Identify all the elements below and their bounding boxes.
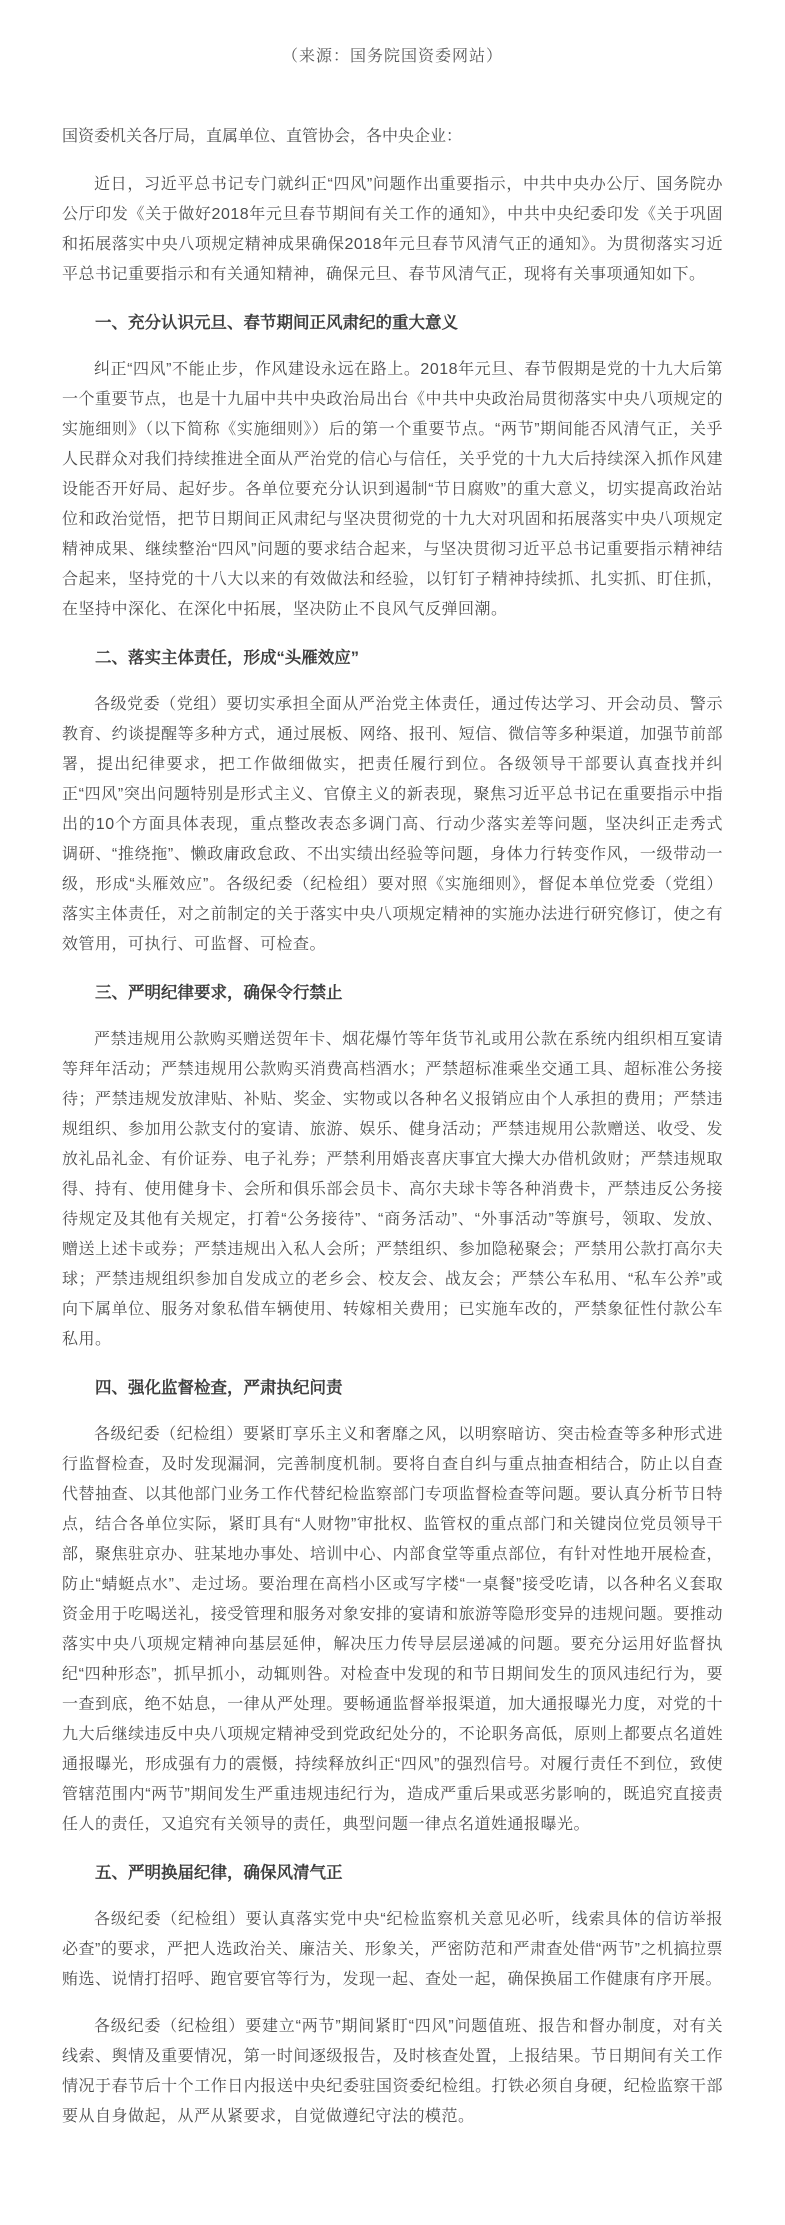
intro-paragraph: 近日，习近平总书记专门就纠正“四风”问题作出重要指示，中共中央办公厅、国务院办公厅印发《关于做好2018年元旦春节期间有关工作的通知》，中共中央纪委印发《关于巩固和拓展落实中央八项规定精神成果确保2018年元旦春节风清气正的通知》。为贯彻落实习近平总书记重要指示和有关通知精神，确保元旦、春节风清气正，现将有关事项通知如下。: [62, 176, 723, 283]
section-5-paragraph-1: 各级纪委（纪检组）要认真落实党中央“纪检监察机关意见必听，线索具体的信访举报必查”的要求，严把人选政治关、廉洁关、形象关，严密防范和严肃查处借“两节”之机搞拉票贿选、说情打招呼、跑官要官等行为，发现一起、查处一起，确保换届工作健康有序开展。: [62, 1911, 723, 1988]
section-5-paragraph-2: 各级纪委（纪检组）要建立“两节”期间紧盯“四风”问题值班、报告和督办制度，对有关线索、舆情及重要情况，第一时间逐级报告，及时核查处置，上报结果。节日期间有关工作情况于春节后十个工作日内报送中央纪委驻国资委纪检组。打铁必须自身硬，纪检监察干部要从自身做起，从严从紧要求，自觉做遵纪守法的模范。: [62, 2018, 723, 2125]
section-4-paragraph: 各级纪委（纪检组）要紧盯享乐主义和奢靡之风，以明察暗访、突击检查等多种形式进行监督检查，及时发现漏洞，完善制度机制。要将自查自纠与重点抽查相结合，防止以自查代替抽查、以其他部门业务工作代替纪检监察部门专项监督检查等问题。要认真分析节日特点，结合各单位实际，紧盯具有“人财物”审批权、监管权的重点部门和关键岗位党员领导干部，聚焦驻京办、驻某地办事处、培训中心、内部食堂等重点部位，有针对性地开展检查，防止“蜻蜓点水”、走过场。要治理在高档小区或写字楼“一桌餐”接受吃请，以各种名义套取资金用于吃喝送礼，接受管理和服务对象安排的宴请和旅游等隐形变异的违规问题。要推动落实中央八项规定精神向基层延伸，解决压力传导层层递减的问题。要充分运用好监督执纪“四种形态”，抓早抓小，动辄则咎。对检查中发现的和节日期间发生的顶风违纪行为，要一查到底，绝不姑息，一律从严处理。要畅通监督举报渠道，加大通报曝光力度，对党的十九大后继续违反中央八项规定精神受到党政纪处分的，不论职务高低，原则上都要点名道姓通报曝光，形成强有力的震慑，持续释放纠正“四风”的强烈信号。对履行责任不到位，致使管辖范围内“两节”期间发生严重违规违纪行为，造成严重后果或恶劣影响的，既追究直接责任人的责任，又追究有关领导的责任，典型问题一律点名道姓通报曝光。: [62, 1426, 723, 1833]
salutation-line: 国资委机关各厅局，直属单位、直管协会，各中央企业：: [62, 128, 463, 145]
section-3-heading: 三、严明纪律要求，确保令行禁止: [95, 984, 343, 1002]
section-3-paragraph: 严禁违规用公款购买赠送贺年卡、烟花爆竹等年货节礼或用公款在系统内组织相互宴请等拜年活动；严禁违规用公款购买消费高档酒水；严禁超标准乘坐交通工具、超标准公务接待；严禁违规发放津贴、补贴、奖金、实物或以各种名义报销应由个人承担的费用；严禁违规组织、参加用公款支付的宴请、旅游、娱乐、健身活动；严禁违规用公款赠送、收受、发放礼品礼金、有价证券、电子礼券；严禁利用婚丧喜庆事宜大操大办借机敛财；严禁违规取得、持有、使用健身卡、会所和俱乐部会员卡、高尔夫球卡等各种消费卡，严禁违反公务接待规定及其他有关规定，打着“公务接待”、“商务活动”、“外事活动”等旗号，领取、发放、赠送上述卡或券；严禁违规出入私人会所；严禁组织、参加隐秘聚会；严禁用公款打高尔夫球；严禁违规组织参加自发成立的老乡会、校友会、战友会；严禁公车私用、“私车公养”或向下属单位、服务对象私借车辆使用、转嫁相关费用；已实施车改的，严禁象征性付款公车私用。: [62, 1031, 723, 1348]
section-5-heading: 五、严明换届纪律，确保风清气正: [95, 1864, 343, 1882]
section-1-heading: 一、充分认识元旦、春节期间正风肃纪的重大意义: [95, 314, 458, 332]
source-attribution: （来源：国务院国资委网站）: [281, 48, 503, 65]
section-4-heading: 四、强化监督检查，严肃执纪问责: [95, 1379, 343, 1397]
section-2-paragraph: 各级党委（党组）要切实承担全面从严治党主体责任，通过传达学习、开会动员、警示教育、约谈提醒等多种方式，通过展板、网络、报刊、短信、微信等多种渠道，加强节前部署，提出纪律要求，把工作做细做实，把责任履行到位。各级领导干部要认真查找并纠正“四风”突出问题特别是形式主义、官僚主义的新表现，聚焦习近平总书记在重要指示中指出的10个方面具体表现，重点整改表态多调门高、行动少落实差等问题，坚决纠正走秀式调研、“推绕拖”、懒政庸政怠政、不出实绩出经验等问题，身体力行转变作风，一级带动一级，形成“头雁效应”。各级纪委（纪检组）要对照《实施细则》，督促本单位党委（党组）落实主体责任，对之前制定的关于落实中央八项规定精神的实施办法进行研究修订，使之有效管用，可执行、可监督、可检查。: [62, 696, 723, 953]
section-1-paragraph: 纠正“四风”不能止步，作风建设永远在路上。2018年元旦、春节假期是党的十九大后第一个重要节点，也是十九届中共中央政治局出台《中共中央政治局贯彻落实中央八项规定的实施细则》（以下简称《实施细则》）后的第一个重要节点。“两节”期间能否风清气正，关乎人民群众对我们持续推进全面从严治党的信心与信任，关乎党的十九大后持续深入抓作风建设能否开好局、起好步。各单位要充分认识到遏制“节日腐败”的重大意义，切实提高政治站位和政治觉悟，把节日期间正风肃纪与坚决贯彻党的十九大对巩固和拓展落实中央八项规定精神成果、继续整治“四风”问题的要求结合起来，与坚决贯彻习近平总书记重要指示精神结合起来，坚持党的十八大以来的有效做法和经验，以钉钉子精神持续抓、扎实抓、盯住抓，在坚持中深化、在深化中拓展，坚决防止不良风气反弹回潮。: [62, 361, 723, 618]
section-2-heading: 二、落实主体责任，形成“头雁效应”: [95, 649, 359, 667]
